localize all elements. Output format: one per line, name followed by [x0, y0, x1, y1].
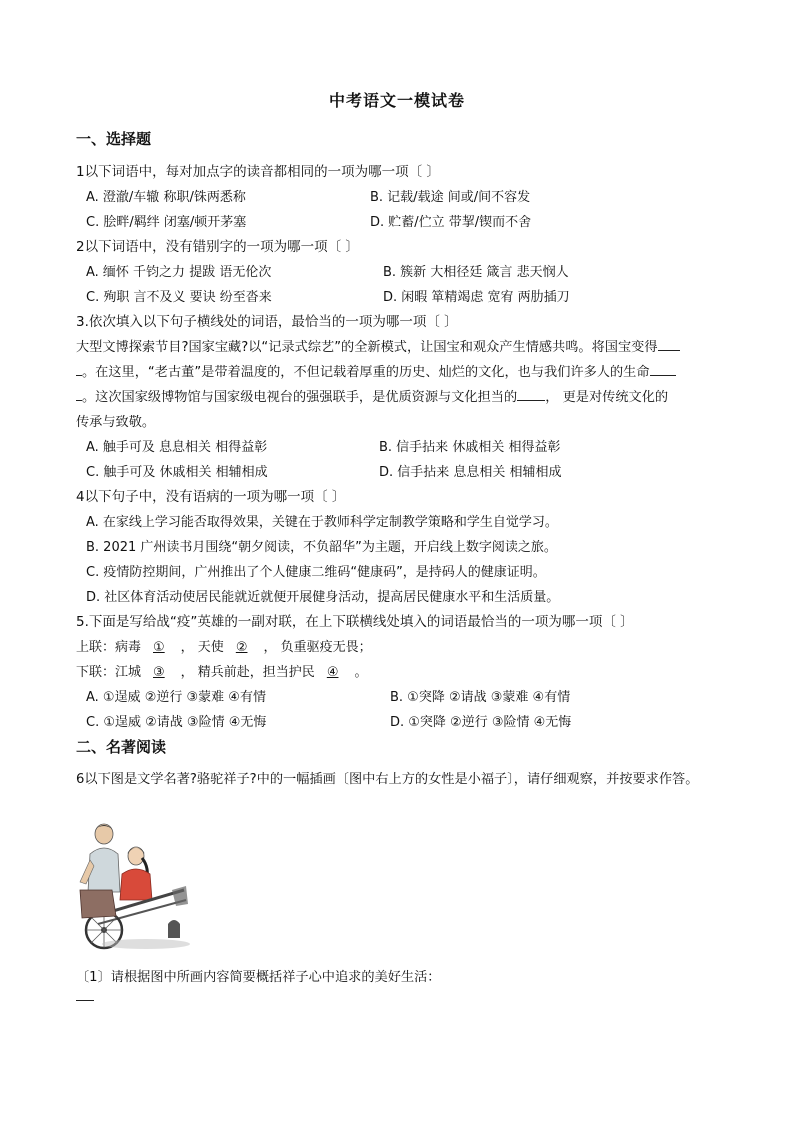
q5-lower-suffix: 。	[354, 665, 368, 680]
q5-lower-prefix: 下联：江城	[76, 665, 142, 680]
q2-option-a: A. 缅怀 千钧之力 提跋 语无伦次	[86, 265, 272, 280]
q5-blank-2: ②	[235, 640, 248, 655]
q5-couplet-upper	[76, 636, 372, 655]
q5-upper-mid: ， 天使	[180, 640, 224, 655]
question-6-subquestion-1: 〔1〕请根据图中所画内容简要概括祥子心中追求的美好生活：	[76, 970, 441, 985]
q5-blank-3: ③	[153, 665, 165, 680]
question-4-stem: 4以下句子中，没有语病的一项为哪一项〔 〕	[76, 489, 346, 505]
q4-option-a: A. 在家线上学习能否取得效果，关键在于教师科学定制教学策略和学生自觉学习。	[86, 515, 558, 530]
q5-lower-mid: ， 精兵前赴，担当护民	[180, 665, 315, 680]
q3-blank-3	[517, 386, 545, 401]
q3-passage	[76, 335, 718, 435]
q3-option-b: B. 信手拈来 休戚相关 相得益彰	[379, 440, 561, 455]
q5-option-a: A. ①逞威 ②逆行 ③蒙难 ④有情	[86, 690, 266, 705]
q3-passage-line-3b: ， 更是对传统文化的	[545, 390, 669, 405]
question-6-stem: 6以下图是文学名著?骆驼祥子?中的一幅插画〔图中右上方的女性是小福子〕，请仔细观察，并按要求作答。	[76, 772, 699, 787]
q5-option-c: C. ①逞威 ②请战 ③险情 ④无悔	[86, 715, 267, 730]
q3-passage-line-1: 大型文博探索节目?国家宝藏?以“记录式综艺”的全新模式，让国宝和观众产生情感共鸣。将国宝变得	[76, 340, 658, 355]
q3-option-c: C. 触手可及 休戚相关 相辅相成	[86, 465, 268, 480]
q5-upper-prefix: 上联：病毒	[76, 640, 142, 655]
q1-option-c: C. 脍畔/羁绊 闭塞/顿开茅塞	[86, 215, 247, 230]
q1-option-b: B. 记载/载途 间或/间不容发	[370, 190, 531, 205]
q3-passage-line-2: 。在这里，“老古董”是带着温度的，不但记载着厚重的历史、灿烂的文化，也与我们许多人的生命	[82, 365, 650, 380]
question-1-stem: 1以下词语中，每对加点字的读音都相同的一项为哪一项〔 〕	[76, 164, 440, 180]
q3-option-a: A. 触手可及 息息相关 相得益彰	[86, 440, 268, 455]
question-5-stem: 5.下面是写给战“疫”英雄的一副对联，在上下联横线处填入的词语最恰当的一项为哪一项〔 〕	[76, 614, 634, 630]
q3-passage-line-3: 。这次国家级博物馆与国家级电视台的强强联手，是优质资源与文化担当的	[82, 390, 518, 405]
q5-option-d: D. ①突降 ②逆行 ③险情 ④无悔	[390, 715, 572, 730]
q1-option-a: A. 澄澈/车辙 称职/铢两悉称	[86, 190, 246, 205]
answer-blank-line[interactable]	[76, 1000, 94, 1001]
q4-option-d: D. 社区体育活动使居民能就近就便开展健身活动，提高居民健康水平和生活质量。	[86, 590, 560, 605]
q3-option-d: D. 信手拈来 息息相关 相辅相成	[379, 465, 562, 480]
q5-option-b: B. ①突降 ②请战 ③蒙难 ④有情	[390, 690, 571, 705]
q2-option-b: B. 簇新 大相径廷 箴言 悲天悯人	[383, 265, 569, 280]
q4-option-c: C. 疫情防控期间，广州推出了个人健康二维码“健康码”，是持码人的健康证明。	[86, 565, 546, 580]
question-3-stem: 3.依次填入以下句子横线处的词语，最恰当的一项为哪一项〔 〕	[76, 314, 458, 330]
q5-couplet-lower	[76, 661, 367, 680]
q2-option-d: D. 闲暇 箪精竭虑 宽宥 两肋插刀	[383, 290, 570, 305]
question-2-stem: 2以下词语中，没有错别字的一项为哪一项〔 〕	[76, 239, 359, 255]
q3-passage-line-4: 传承与致敬。	[76, 415, 156, 430]
section-heading-classics: 二、名著阅读	[76, 738, 167, 756]
section-heading-choice: 一、选择题	[76, 130, 152, 148]
rickshaw-illustration-image	[76, 820, 196, 952]
q3-blank-1	[658, 336, 680, 351]
q1-option-d: D. 贮蓄/伫立 带挈/锲而不舍	[370, 215, 532, 230]
page-title: 中考语文一模试卷	[328, 91, 465, 110]
q4-option-b: B. 2021 广州读书月围绕“朝夕阅读，不负韶华”为主题，开启线上数字阅读之旅。	[86, 540, 557, 555]
q5-blank-1: ①	[153, 640, 165, 655]
q5-blank-4: ④	[326, 665, 339, 680]
q2-option-c: C. 殉职 言不及义 要诀 纷至沓来	[86, 290, 272, 305]
q5-upper-suffix: ， 负重驱疫无畏；	[263, 640, 372, 655]
q3-blank-2	[650, 361, 676, 376]
